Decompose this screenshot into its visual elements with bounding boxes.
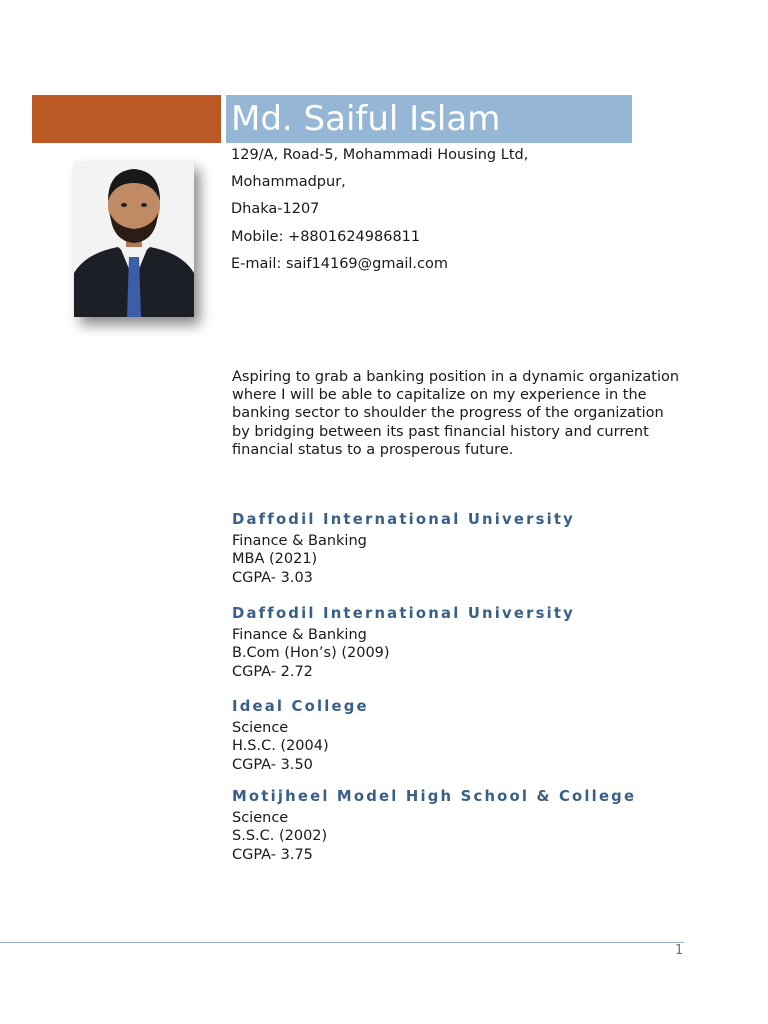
institution-name: Daffodil International University [232, 511, 576, 528]
mobile-number: Mobile: +8801624986811 [231, 228, 421, 245]
degree: B.Com (Hon’s) (2009) [232, 645, 390, 662]
page-number: 1 [675, 943, 684, 958]
subject: Science [232, 810, 289, 826]
education-entry [232, 787, 636, 864]
result: CGPA- 2.72 [232, 663, 313, 680]
person-portrait-icon [74, 161, 194, 317]
name-banner [226, 95, 632, 143]
institution-name: Motijheel Model High School & College [232, 788, 637, 805]
degree: S.S.C. (2002) [232, 828, 328, 845]
contact-info [231, 146, 528, 282]
email-address: E-mail: saif14169@gmail.com [231, 255, 449, 272]
address-line-2: Mohammadpur, [231, 174, 346, 191]
institution-name: Ideal College [232, 698, 369, 715]
address-line-3: Dhaka-1207 [231, 201, 320, 218]
degree: H.S.C. (2004) [232, 738, 329, 755]
education-entry [232, 604, 575, 681]
result: CGPA- 3.75 [232, 846, 313, 863]
candidate-name: Md. Saiful Islam [231, 99, 501, 139]
institution-name: Daffodil International University [232, 605, 576, 622]
education-entry [232, 510, 575, 587]
subject: Science [232, 720, 289, 736]
result: CGPA- 3.03 [232, 569, 313, 586]
result: CGPA- 3.50 [232, 756, 313, 773]
header-accent-bar [32, 95, 221, 143]
profile-photo [74, 161, 194, 317]
education-entry [232, 697, 369, 774]
footer-divider [0, 942, 684, 943]
degree: MBA (2021) [232, 551, 318, 568]
subject: Finance & Banking [232, 627, 367, 643]
subject: Finance & Banking [232, 533, 367, 549]
career-objective: Aspiring to grab a banking position in a dynamic organization where I will be able to capitalize on my experience in the banking sector to shoulder the progress of the organization by bridging between its past financial history and current financial status to a prosperous future. [232, 369, 680, 458]
address-line-1: 129/A, Road-5, Mohammadi Housing Ltd, [231, 147, 529, 163]
